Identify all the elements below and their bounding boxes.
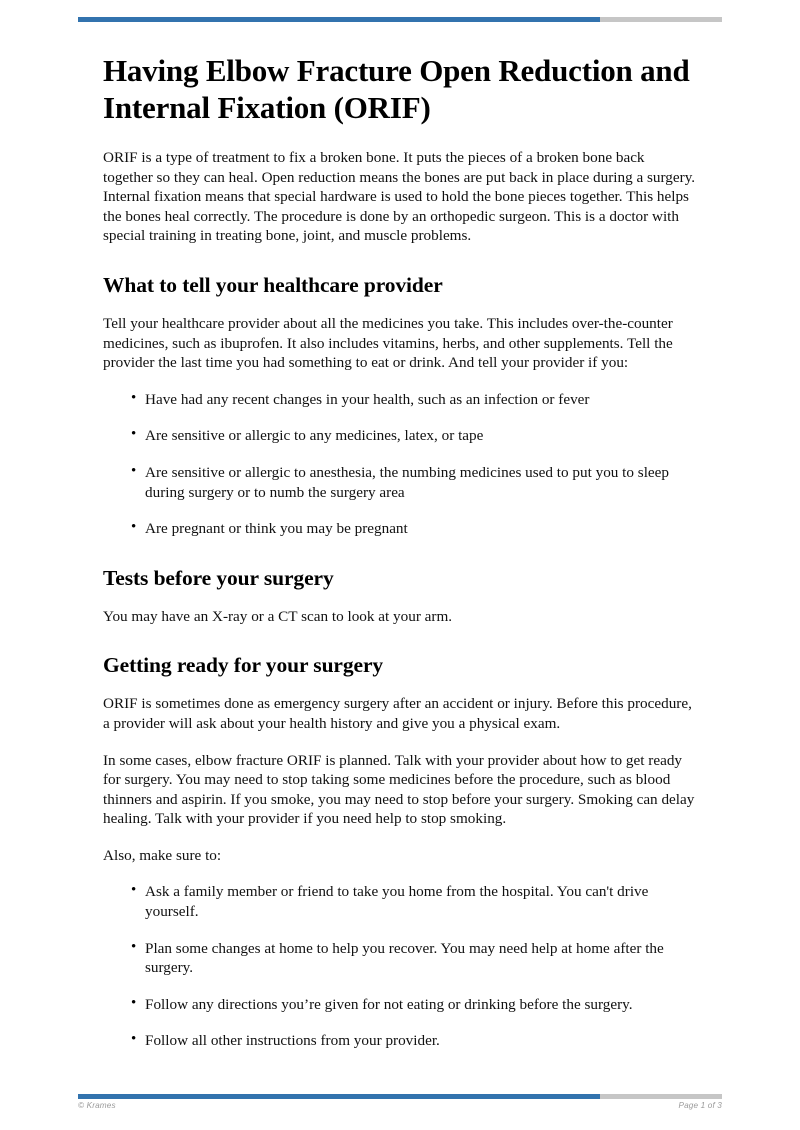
- bullet-list-getting-ready: [103, 882, 697, 1051]
- footer-rule-gray-segment: [600, 1094, 722, 1099]
- footer-rule-blue-segment: [78, 1094, 600, 1099]
- header-rule: [78, 17, 722, 22]
- list-item: • Follow all other instructions from your provider.: [103, 1031, 697, 1051]
- list-item: • Ask a family member or friend to take you home from the hospital. You can't drive yourself.: [103, 882, 697, 921]
- list-item: • Follow any directions you’re given for not eating or drinking before the surgery.: [103, 995, 697, 1015]
- document-content: [103, 52, 697, 1061]
- intro-paragraph: ORIF is a type of treatment to fix a broken bone. It puts the pieces of a broken bone back together so they can heal. Open reduction means the bones are put back in place during a surgery. Internal fixation means that special hardware is used to hold the bone pieces together. This helps the bones heal correctly. The procedure is done by an orthopedic surgeon. This is a doctor with special training in treating bone, joint, and muscle problems.: [103, 149, 696, 245]
- list-item: • Are sensitive or allergic to anesthesia, the numbing medicines used to put you to sleep during surgery or to numb the surgery area: [103, 463, 697, 502]
- section-heading-getting-ready-for-surgery: Getting ready for your surgery: [103, 653, 384, 678]
- section-paragraph-what-to-tell-provider: Tell your healthcare provider about all the medicines you take. This includes over-the-counter medicines, such as ibuprofen. It also includes vitamins, herbs, and other supplements. Tell the provider the last time you had something to eat or drink. And tell your provider if you:: [103, 314, 673, 372]
- footer-page-number: Page 1 of 3: [678, 1101, 722, 1110]
- list-item: • Have had any recent changes in your health, such as an infection or fever: [103, 390, 697, 410]
- section-paragraph-getting-ready-1: ORIF is sometimes done as emergency surgery after an accident or injury. Before this procedure, a provider will ask about your health history and give you a physical exam.: [103, 695, 692, 732]
- bullet-list-what-to-tell-provider: [103, 390, 697, 539]
- footer-copyright: © Krames: [78, 1101, 116, 1110]
- header-rule-gray-segment: [600, 17, 722, 22]
- list-item: • Are sensitive or allergic to any medicines, latex, or tape: [103, 426, 697, 446]
- section-paragraph-tests-before-surgery: You may have an X-ray or a CT scan to look at your arm.: [103, 607, 453, 625]
- section-heading-what-to-tell-provider: What to tell your healthcare provider: [103, 272, 443, 297]
- list-item: • Are pregnant or think you may be pregnant: [103, 519, 697, 539]
- section-heading-tests-before-surgery: Tests before your surgery: [103, 565, 334, 590]
- header-rule-blue-segment: [78, 17, 600, 22]
- section-paragraph-getting-ready-3: Also, make sure to:: [103, 846, 222, 864]
- page-title: Having Elbow Fracture Open Reduction and Internal Fixation (ORIF): [103, 53, 690, 125]
- page-footer: [78, 1101, 722, 1110]
- footer-rule: [78, 1094, 722, 1099]
- list-item: • Plan some changes at home to help you recover. You may need help at home after the surgery.: [103, 939, 697, 978]
- section-paragraph-getting-ready-2: In some cases, elbow fracture ORIF is planned. Talk with your provider about how to get ready for surgery. You may need to stop taking some medicines before the procedure, such as blood thinners and aspirin. If you smoke, you may need to stop before your surgery. Smoking can delay healing. Talk with your provider if you need help to stop smoking.: [103, 751, 695, 828]
